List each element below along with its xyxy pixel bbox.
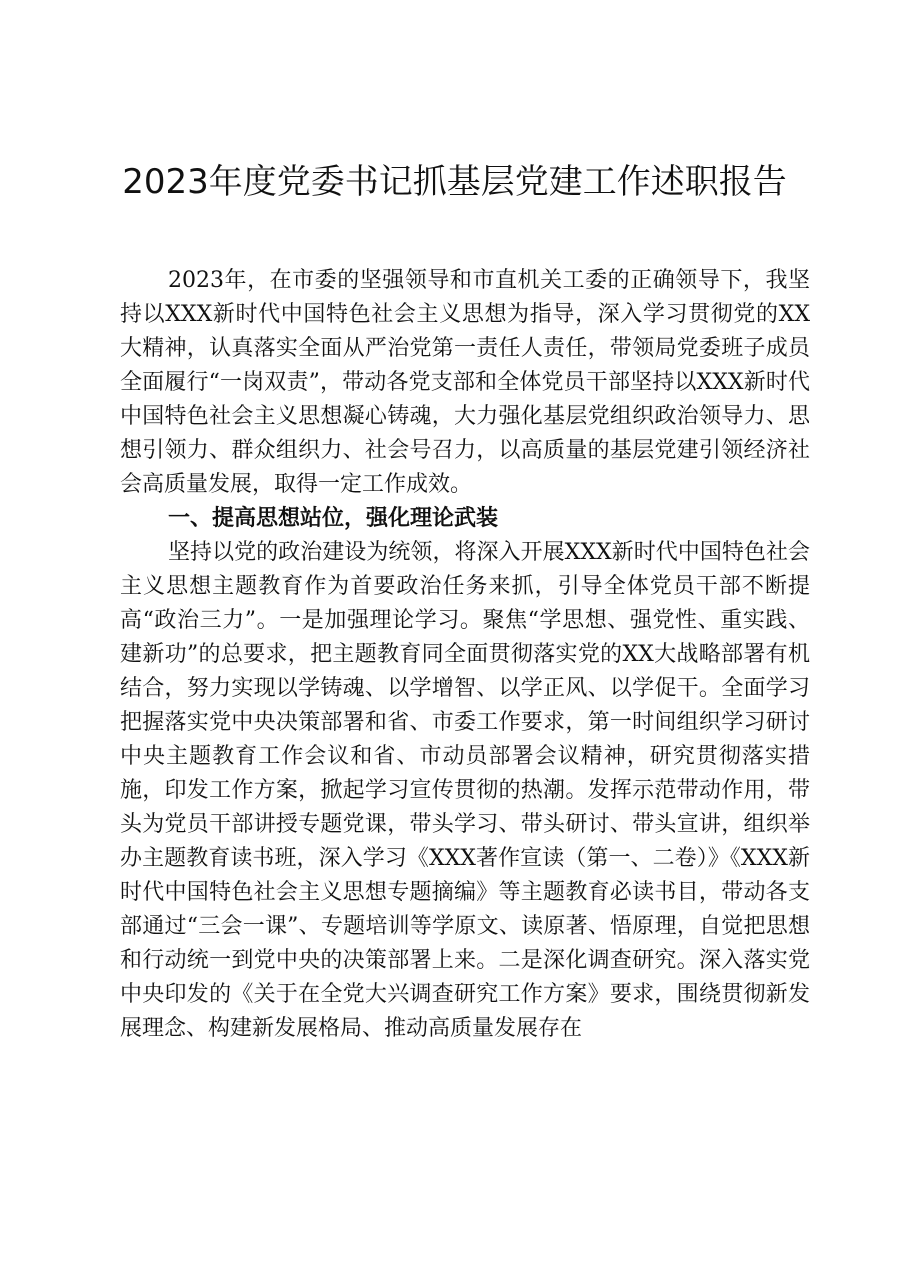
intro-paragraph: 2023年，在市委的坚强领导和市直机关工委的正确领导下，我坚持以XXX新时代中国特色社会主义思想为指导，深入学习贯彻党的XX大精神，认真落实全面从严治党第一责任人责任，带领局党委班子成员全面履行“一岗双责”，带动各党支部和全体党员干部坚持以XXX新时代中国特色社会主义思想凝心铸魂，大力强化基层党组织政治领导力、思想引领力、群众组织力、社会号召力，以高质量的基层党建引领经济社会高质量发展，取得一定工作成效。 — [120, 268, 810, 497]
document-title: 2023年度党委书记抓基层党建工作述职报告 — [122, 162, 787, 202]
document-body — [120, 264, 810, 1046]
section-heading: 一、提高思想站位，强化理论武装 — [168, 506, 499, 531]
section-paragraph: 坚持以党的政治建设为统领，将深入开展XXX新时代中国特色社会主义思想主题教育作为首要政治任务来抓，引导全体党员干部不断提高“政治三力”。一是加强理论学习。聚焦“学思想、强党性、重实践、建新功”的总要求，把主题教育同全面贯彻落实党的XX大战略部署有机结合，努力实现以学铸魂、以学增智、以学正风、以学促干。全面学习把握落实党中央决策部署和省、市委工作要求，第一时间组织学习研讨中央主题教育工作会议和省、市动员部署会议精神，研究贯彻落实措施，印发工作方案，掀起学习宣传贯彻的热潮。发挥示范带动作用，带头为党员干部讲授专题党课，带头学习、带头研讨、带头宣讲，组织举办主题教育读书班，深入学习《XXX著作宣读（第一、二卷）》《XXX新时代中国特色社会主义思想专题摘编》等主题教育必读书目，带动各支部通过“三会一课”、专题培训等学原文、读原著、悟原理，自觉把思想和行动统一到党中央的决策部署上来。二是深化调查研究。深入落实党中央印发的《关于在全党大兴调查研究工作方案》要求，围绕贯彻新发展理念、构建新发展格局、推动高质量发展存在 — [120, 540, 810, 1041]
